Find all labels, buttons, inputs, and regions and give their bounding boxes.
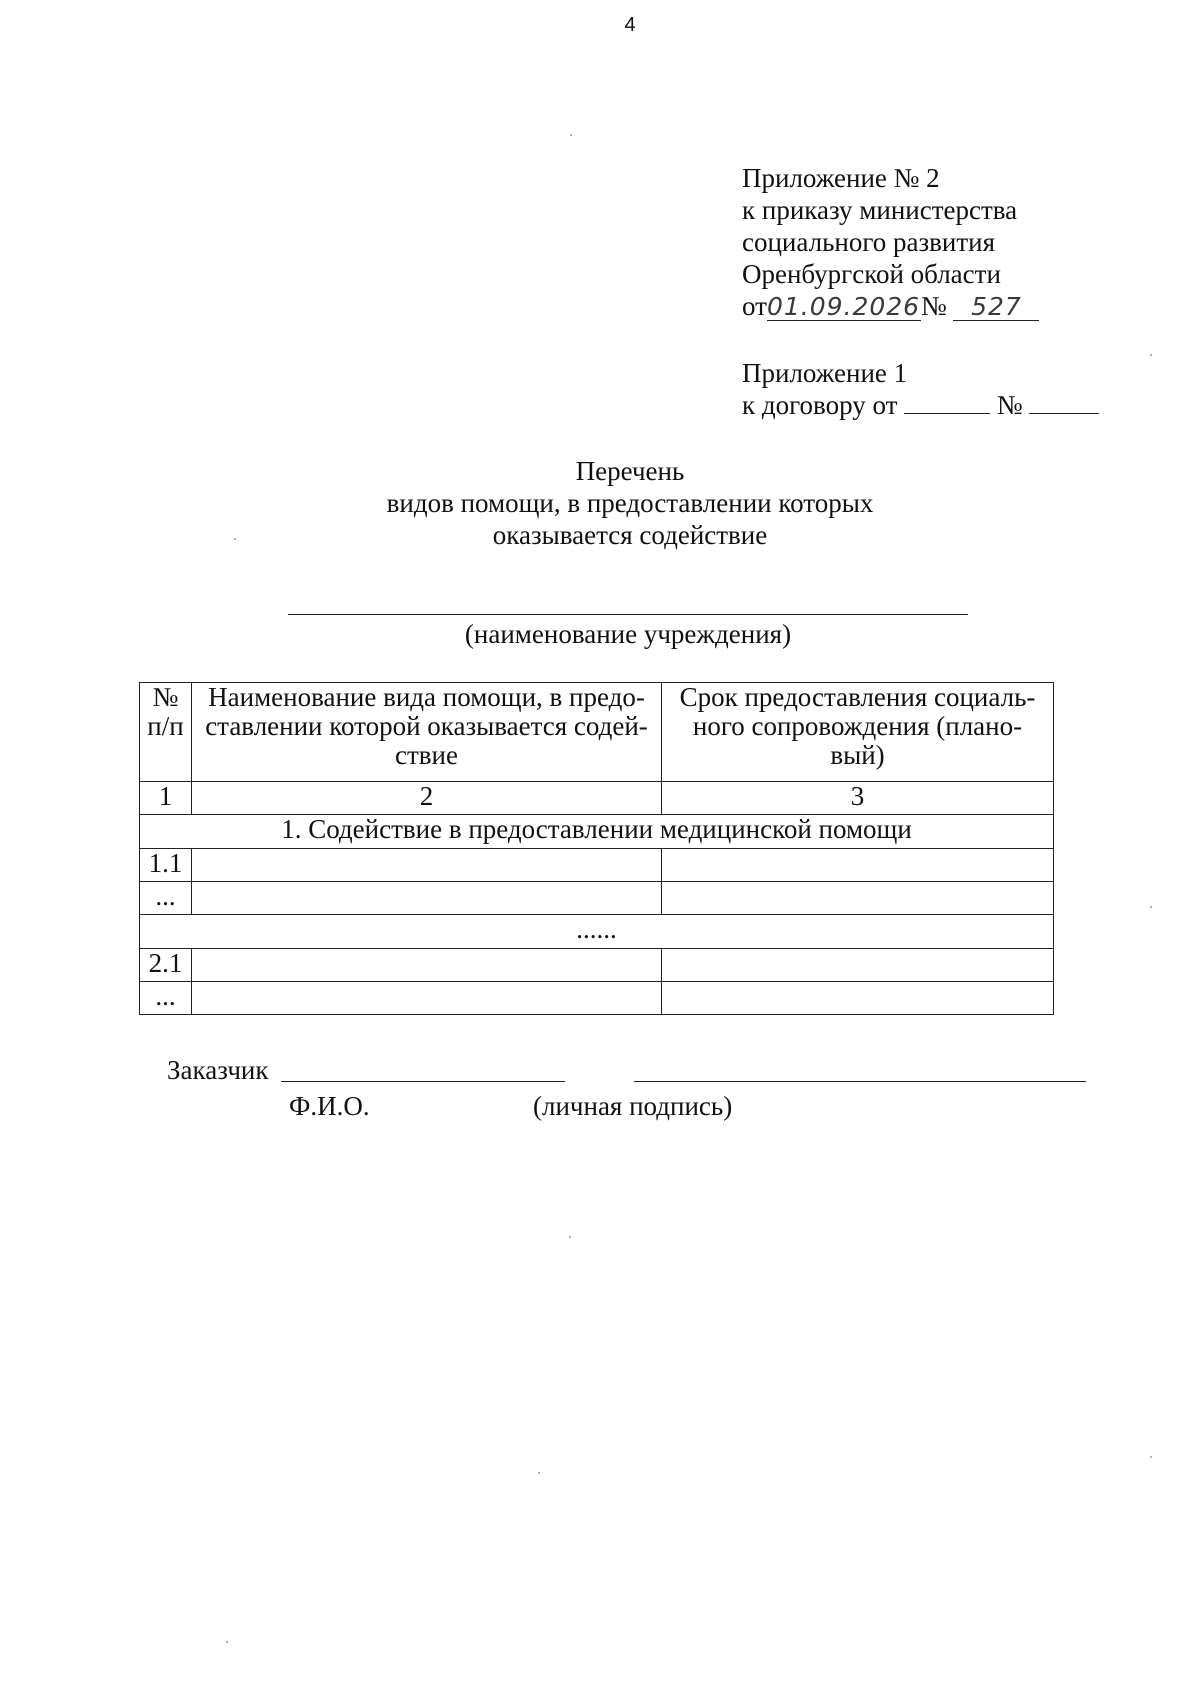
document-title xyxy=(0,455,1200,551)
date-prefix: от xyxy=(742,291,767,321)
appendix-order-date-line xyxy=(742,290,1039,322)
column-number-row xyxy=(140,782,1054,815)
handwritten-number: 527 xyxy=(953,294,1039,321)
table-row xyxy=(140,849,1054,882)
section1-title: 1. Содействие в предоставлении медицинской помощи xyxy=(140,815,1054,849)
section-row xyxy=(140,815,1054,849)
appendix-contract-line2 xyxy=(742,389,1099,421)
table-header-row xyxy=(140,683,1054,782)
scan-speck xyxy=(1150,354,1152,356)
signature-caption: (личная подпись) xyxy=(533,1091,733,1121)
scan-speck xyxy=(226,1641,228,1643)
appendix-order-block xyxy=(742,162,1039,322)
appendix-order-line1: Приложение № 2 xyxy=(742,163,940,193)
institution-name-line xyxy=(288,614,968,615)
title-line1: Перечень xyxy=(575,456,685,486)
appendix-contract-block xyxy=(742,357,1099,421)
page-number: 4 xyxy=(624,14,636,36)
header-col1: № п/п xyxy=(140,683,192,782)
handwritten-date: 01.09.2026 xyxy=(766,292,921,321)
row-number: ... xyxy=(140,982,192,1015)
title-line3: оказывается содействие xyxy=(492,520,768,550)
section-row xyxy=(140,915,1054,949)
appendix-contract-line1: Приложение 1 xyxy=(742,358,908,388)
row-assistance-cell xyxy=(192,882,662,915)
institution-caption: (наименование учреждения) xyxy=(464,619,792,649)
customer-name-line xyxy=(281,1081,565,1082)
customer-label: Заказчик xyxy=(167,1055,269,1085)
row-assistance-cell xyxy=(192,949,662,982)
row-term-cell xyxy=(662,849,1054,882)
customer-signature-line xyxy=(634,1081,1086,1082)
row-assistance-cell xyxy=(192,982,662,1015)
contract-number-blank xyxy=(1029,389,1099,414)
number-label: № xyxy=(920,291,947,321)
contract-date-blank xyxy=(904,389,990,414)
table-row xyxy=(140,949,1054,982)
row-number: 1.1 xyxy=(140,849,192,882)
row-term-cell xyxy=(662,882,1054,915)
section-ellipsis: ...... xyxy=(140,915,1054,949)
table-row xyxy=(140,882,1054,915)
appendix-order-line2: к приказу министерства xyxy=(742,195,1018,225)
scan-speck xyxy=(1150,1456,1152,1458)
header-col2: Наименование вида помощи, в предо- ставлении которой оказывается содей- ствие xyxy=(192,683,662,782)
contract-number-label: № xyxy=(996,390,1023,420)
assistance-table xyxy=(139,682,1054,1015)
row-number: 2.1 xyxy=(140,949,192,982)
scan-speck xyxy=(538,1472,540,1474)
scan-speck xyxy=(569,1236,571,1238)
title-line2: видов помощи, в предоставлении которых xyxy=(386,488,874,518)
table-row xyxy=(140,982,1054,1015)
row-assistance-cell xyxy=(192,849,662,882)
column-number-3: 3 xyxy=(662,782,1054,815)
row-term-cell xyxy=(662,949,1054,982)
scan-speck xyxy=(1150,906,1152,908)
scan-speck xyxy=(234,538,236,540)
column-number-1: 1 xyxy=(140,782,192,815)
scan-speck xyxy=(570,134,572,136)
row-term-cell xyxy=(662,982,1054,1015)
appendix-order-line4: Оренбургской области xyxy=(742,259,1001,289)
fio-caption: Ф.И.О. xyxy=(289,1091,370,1121)
row-number: ... xyxy=(140,882,192,915)
header-col3: Срок предоставления социаль- ного сопровождения (плано- вый) xyxy=(662,683,1054,782)
appendix-order-line3: социального развития xyxy=(742,227,996,257)
column-number-2: 2 xyxy=(192,782,662,815)
contract-date-prefix: к договору от xyxy=(742,390,898,420)
